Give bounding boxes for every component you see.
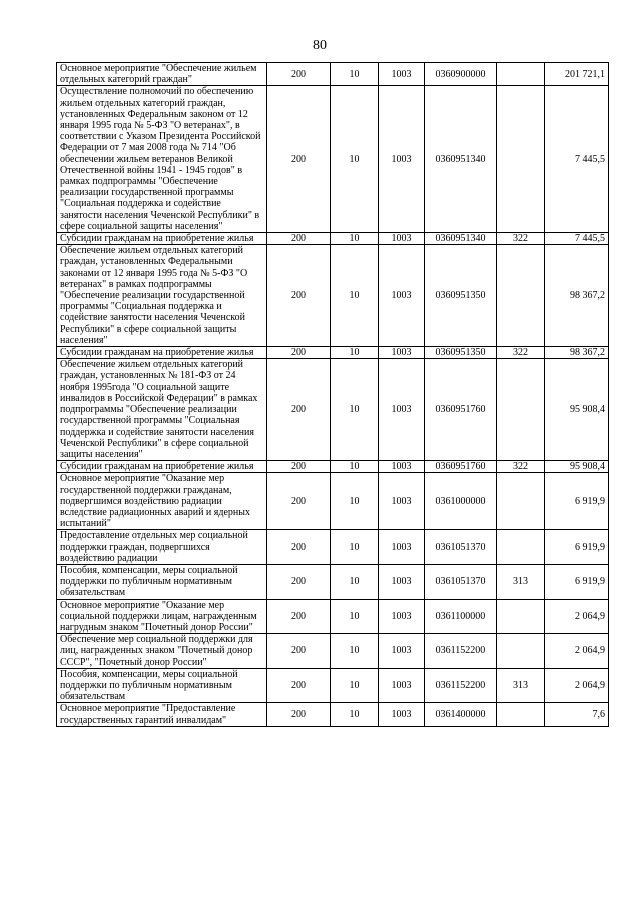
row-subsection: 1003 — [379, 86, 425, 233]
row-target-article: 0360951760 — [425, 359, 497, 461]
table-row — [57, 245, 609, 347]
table-row — [57, 473, 609, 530]
row-expense-type — [497, 245, 545, 347]
row-target-article: 0361400000 — [425, 703, 497, 726]
row-section: 10 — [331, 233, 379, 245]
table-row — [57, 359, 609, 461]
row-target-article: 0360951340 — [425, 86, 497, 233]
table-row — [57, 233, 609, 245]
row-ministry-code: 200 — [267, 63, 331, 86]
row-name: Субсидии гражданам на приобретение жилья — [57, 461, 267, 473]
row-expense-type: 313 — [497, 668, 545, 703]
row-subsection: 1003 — [379, 564, 425, 599]
row-ministry-code: 200 — [267, 634, 331, 669]
row-ministry-code: 200 — [267, 461, 331, 473]
row-expense-type — [497, 703, 545, 726]
row-section: 10 — [331, 634, 379, 669]
row-ministry-code: 200 — [267, 473, 331, 530]
row-amount: 95 908,4 — [545, 359, 609, 461]
row-subsection: 1003 — [379, 473, 425, 530]
row-amount: 2 064,9 — [545, 599, 609, 634]
row-expense-type — [497, 530, 545, 565]
row-name: Основное мероприятие "Оказание мер государственной поддержки гражданам, подвергшимся воздействию радиации вследствие радиационных аварий и ядерных испытаний" — [57, 473, 267, 530]
row-ministry-code: 200 — [267, 668, 331, 703]
page-number: 80 — [313, 38, 327, 53]
table-row — [57, 668, 609, 703]
row-name: Обеспечение мер социальной поддержки для лиц, награжденных знаком "Почетный донор СССР", "Почетный донор России" — [57, 634, 267, 669]
row-target-article: 0361051370 — [425, 564, 497, 599]
row-section: 10 — [331, 530, 379, 565]
row-name: Предоставление отдельных мер социальной поддержки граждан, подвергшихся воздействию радиации — [57, 530, 267, 565]
row-amount: 7 445,5 — [545, 86, 609, 233]
budget-table — [56, 62, 609, 727]
row-ministry-code: 200 — [267, 347, 331, 359]
row-section: 10 — [331, 86, 379, 233]
row-subsection: 1003 — [379, 461, 425, 473]
row-name: Пособия, компенсации, меры социальной поддержки по публичным нормативным обязательствам — [57, 564, 267, 599]
row-target-article: 0360951760 — [425, 461, 497, 473]
row-subsection: 1003 — [379, 245, 425, 347]
row-section: 10 — [331, 245, 379, 347]
row-amount: 2 064,9 — [545, 634, 609, 669]
row-expense-type — [497, 634, 545, 669]
row-subsection: 1003 — [379, 233, 425, 245]
table-row — [57, 564, 609, 599]
row-amount: 98 367,2 — [545, 347, 609, 359]
row-name: Основное мероприятие "Оказание мер социальной поддержки лицам, награжденным нагрудным знаком "Почетный донор России" — [57, 599, 267, 634]
row-expense-type — [497, 63, 545, 86]
row-name: Основное мероприятие "Предоставление государственных гарантий инвалидам" — [57, 703, 267, 726]
row-target-article: 0361152200 — [425, 668, 497, 703]
row-subsection: 1003 — [379, 347, 425, 359]
row-target-article: 0361000000 — [425, 473, 497, 530]
row-expense-type: 322 — [497, 347, 545, 359]
row-name: Основное мероприятие "Обеспечение жильем отдельных категорий граждан" — [57, 63, 267, 86]
row-ministry-code: 200 — [267, 599, 331, 634]
row-amount: 6 919,9 — [545, 473, 609, 530]
row-target-article: 0360951340 — [425, 233, 497, 245]
row-ministry-code: 200 — [267, 359, 331, 461]
row-name: Обеспечение жильем отдельных категорий граждан, установленных Федеральными законами от 12 января 1995 года № 5-ФЗ "О ветеранах" в рамках подпрограммы "Обеспечение реализации государственной программы "Социальная поддержка и содействие занятости населения Чеченской Республики" в сфере социальной защиты населения" — [57, 245, 267, 347]
row-expense-type — [497, 86, 545, 233]
row-amount: 95 908,4 — [545, 461, 609, 473]
row-amount: 98 367,2 — [545, 245, 609, 347]
table-row — [57, 63, 609, 86]
row-expense-type: 322 — [497, 233, 545, 245]
row-subsection: 1003 — [379, 530, 425, 565]
row-ministry-code: 200 — [267, 86, 331, 233]
row-target-article: 0360900000 — [425, 63, 497, 86]
row-ministry-code: 200 — [267, 530, 331, 565]
row-amount: 7 445,5 — [545, 233, 609, 245]
row-amount: 201 721,1 — [545, 63, 609, 86]
row-section: 10 — [331, 347, 379, 359]
row-section: 10 — [331, 461, 379, 473]
row-target-article: 0360951350 — [425, 347, 497, 359]
row-expense-type — [497, 473, 545, 530]
row-ministry-code: 200 — [267, 564, 331, 599]
row-expense-type — [497, 359, 545, 461]
row-name: Пособия, компенсации, меры социальной поддержки по публичным нормативным обязательствам — [57, 668, 267, 703]
row-section: 10 — [331, 359, 379, 461]
table-row — [57, 599, 609, 634]
row-subsection: 1003 — [379, 703, 425, 726]
row-subsection: 1003 — [379, 599, 425, 634]
row-section: 10 — [331, 703, 379, 726]
row-amount: 6 919,9 — [545, 530, 609, 565]
row-target-article: 0361152200 — [425, 634, 497, 669]
row-amount: 7,6 — [545, 703, 609, 726]
table-row — [57, 461, 609, 473]
row-name: Осуществление полномочий по обеспечению жильем отдельных категорий граждан, установленных Федеральным законом от 12 января 1995 года № 5-ФЗ "О ветеранах", в соответствии с Указом Президента Российской Федерации от 7 мая 2008 года № 714 "Об обеспечении жильем ветеранов Великой Отечественной войны 1941 - 1945 годов" в рамках подпрограммы "Обеспечение реализации государственной программы "Социальная поддержка и содействие занятости населения Чеченской Республики" в сфере социальной защиты населения" — [57, 86, 267, 233]
row-target-article: 0360951350 — [425, 245, 497, 347]
row-subsection: 1003 — [379, 668, 425, 703]
table-row — [57, 86, 609, 233]
row-subsection: 1003 — [379, 63, 425, 86]
row-ministry-code: 200 — [267, 245, 331, 347]
row-expense-type: 313 — [497, 564, 545, 599]
table-row — [57, 347, 609, 359]
row-name: Субсидии гражданам на приобретение жилья — [57, 233, 267, 245]
table-row — [57, 703, 609, 726]
table-row — [57, 634, 609, 669]
row-name: Субсидии гражданам на приобретение жилья — [57, 347, 267, 359]
row-expense-type: 322 — [497, 461, 545, 473]
row-section: 10 — [331, 63, 379, 86]
row-ministry-code: 200 — [267, 703, 331, 726]
table-row — [57, 530, 609, 565]
row-target-article: 0361100000 — [425, 599, 497, 634]
row-amount: 6 919,9 — [545, 564, 609, 599]
row-subsection: 1003 — [379, 359, 425, 461]
row-expense-type — [497, 599, 545, 634]
row-ministry-code: 200 — [267, 233, 331, 245]
row-section: 10 — [331, 564, 379, 599]
row-section: 10 — [331, 473, 379, 530]
row-section: 10 — [331, 599, 379, 634]
row-section: 10 — [331, 668, 379, 703]
row-subsection: 1003 — [379, 634, 425, 669]
row-name: Обеспечение жильем отдельных категорий граждан, установленных № 181-ФЗ от 24 ноября 1995года "О социальной защите инвалидов в Российской Федерации" в рамках подпрограммы "Обеспечение реализации государственной программы "Социальная поддержка и содействие занятости населения Чеченской Республики" в сфере социальной защиты населения" — [57, 359, 267, 461]
row-amount: 2 064,9 — [545, 668, 609, 703]
row-target-article: 0361051370 — [425, 530, 497, 565]
